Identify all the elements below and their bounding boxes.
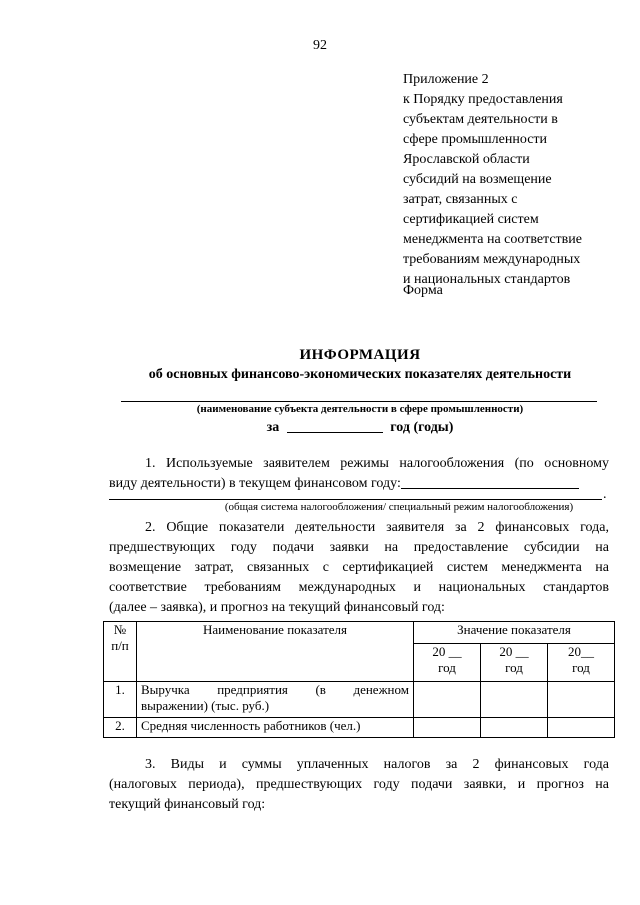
year-header xyxy=(418,644,476,660)
section-3-line: 3. Виды и суммы уплаченных налогов за 2 финансовых года xyxy=(145,757,609,772)
year-blank: __ xyxy=(581,644,594,659)
row-num: 1. xyxy=(104,682,137,718)
appendix-line: затрат, связанных с xyxy=(403,192,518,207)
appendix-line: субъектам деятельности в xyxy=(403,112,558,127)
section-1 xyxy=(109,454,609,494)
section-2-line: (далее – заявка), и прогноз на текущий финансовый год: xyxy=(109,600,445,615)
value-cell[interactable] xyxy=(481,682,548,718)
appendix-line: требованиям международных xyxy=(403,252,581,267)
year-label: год xyxy=(572,660,590,675)
year-prefix: 20 xyxy=(432,644,446,659)
section-3-line: (налоговых периода), предшествующих году подачи заявки, и прогноз на xyxy=(109,777,609,792)
period-suffix: год (годы) xyxy=(390,420,454,435)
year-prefix: 20 xyxy=(499,644,513,659)
tax-regime-blank[interactable] xyxy=(401,474,579,489)
form-label: Форма xyxy=(403,283,443,298)
year-header xyxy=(485,644,543,660)
page-number: 92 xyxy=(313,38,327,53)
appendix-line: субсидий на возмещение xyxy=(403,172,552,187)
year-header xyxy=(552,644,610,660)
appendix-line: к Порядку предоставления xyxy=(403,92,563,107)
value-cell[interactable] xyxy=(414,682,481,718)
table-row xyxy=(104,718,615,738)
appendix-line: сфере промышленности xyxy=(403,132,548,147)
header-name: Наименование показателя xyxy=(137,622,414,682)
year-label: год xyxy=(438,660,456,675)
appendix-line: менеджмента на соответствие xyxy=(403,232,582,247)
value-cell[interactable] xyxy=(548,682,615,718)
appendix-line: и национальных стандартов xyxy=(403,272,571,287)
trailing-dot: . xyxy=(603,487,607,502)
row-name: Средняя численность работников (чел.) xyxy=(137,718,414,738)
year-cell-3[interactable] xyxy=(548,644,615,682)
row-num: 2. xyxy=(104,718,137,738)
header-num-line2: п/п xyxy=(111,638,129,653)
tax-regime-line[interactable] xyxy=(109,499,602,500)
header-num-line1: № xyxy=(113,622,127,637)
section-3-line: текущий финансовый год: xyxy=(109,797,266,812)
document-subtitle: об основных финансово-экономических показателях деятельности xyxy=(148,367,572,382)
value-cell[interactable] xyxy=(548,718,615,738)
year-cell-2[interactable] xyxy=(481,644,548,682)
section-2-line: соответствие требованиям международных и национальных стандартов xyxy=(109,580,609,595)
section-2-line: 2. Общие показатели деятельности заявителя за 2 финансовых года, xyxy=(145,520,609,535)
value-cell[interactable] xyxy=(414,718,481,738)
header-value: Значение показателя xyxy=(414,622,615,644)
section-2 xyxy=(109,518,609,618)
table-row xyxy=(104,682,615,718)
appendix-line: сертификацией систем xyxy=(403,212,539,227)
year-prefix: 20 xyxy=(568,644,581,659)
section-2-line: предшествующих году подачи заявки на предоставление субсидии на xyxy=(109,540,609,555)
section-2-line: возмещение затрат, связанных с сертификацией систем менеджмента на xyxy=(109,560,609,575)
period-blank[interactable] xyxy=(287,418,383,433)
year-cell-1[interactable] xyxy=(414,644,481,682)
section-3 xyxy=(109,755,609,815)
appendix-line: Приложение 2 xyxy=(403,72,489,87)
header-num xyxy=(104,622,137,682)
row-name-line1: Выручка предприятия (в денежном xyxy=(141,682,409,697)
section-1-line: 1. Используемые заявителем режимы налогообложения (по основному xyxy=(145,456,609,471)
indicators-table xyxy=(103,621,615,738)
year-blank: __ xyxy=(515,644,529,659)
document-title: ИНФОРМАЦИЯ xyxy=(299,347,421,363)
appendix-line: Ярославской области xyxy=(403,152,530,167)
tax-regime-caption: (общая система налогообложения/ специальный режим налогообложения) xyxy=(224,501,574,513)
period-line xyxy=(0,418,640,436)
row-name xyxy=(137,682,414,718)
subject-name-line[interactable] xyxy=(121,401,597,402)
value-cell[interactable] xyxy=(481,718,548,738)
subject-name-caption: (наименование субъекта деятельности в сфере промышленности) xyxy=(196,403,524,415)
year-label: год xyxy=(505,660,523,675)
row-name-line2: выражении) (тыс. руб.) xyxy=(141,698,270,713)
period-prefix: за xyxy=(266,420,280,435)
year-blank: __ xyxy=(448,644,462,659)
appendix-block xyxy=(403,70,623,290)
section-1-line-2 xyxy=(109,474,609,494)
section-1-line: виду деятельности) в текущем финансовом году: xyxy=(109,476,401,491)
